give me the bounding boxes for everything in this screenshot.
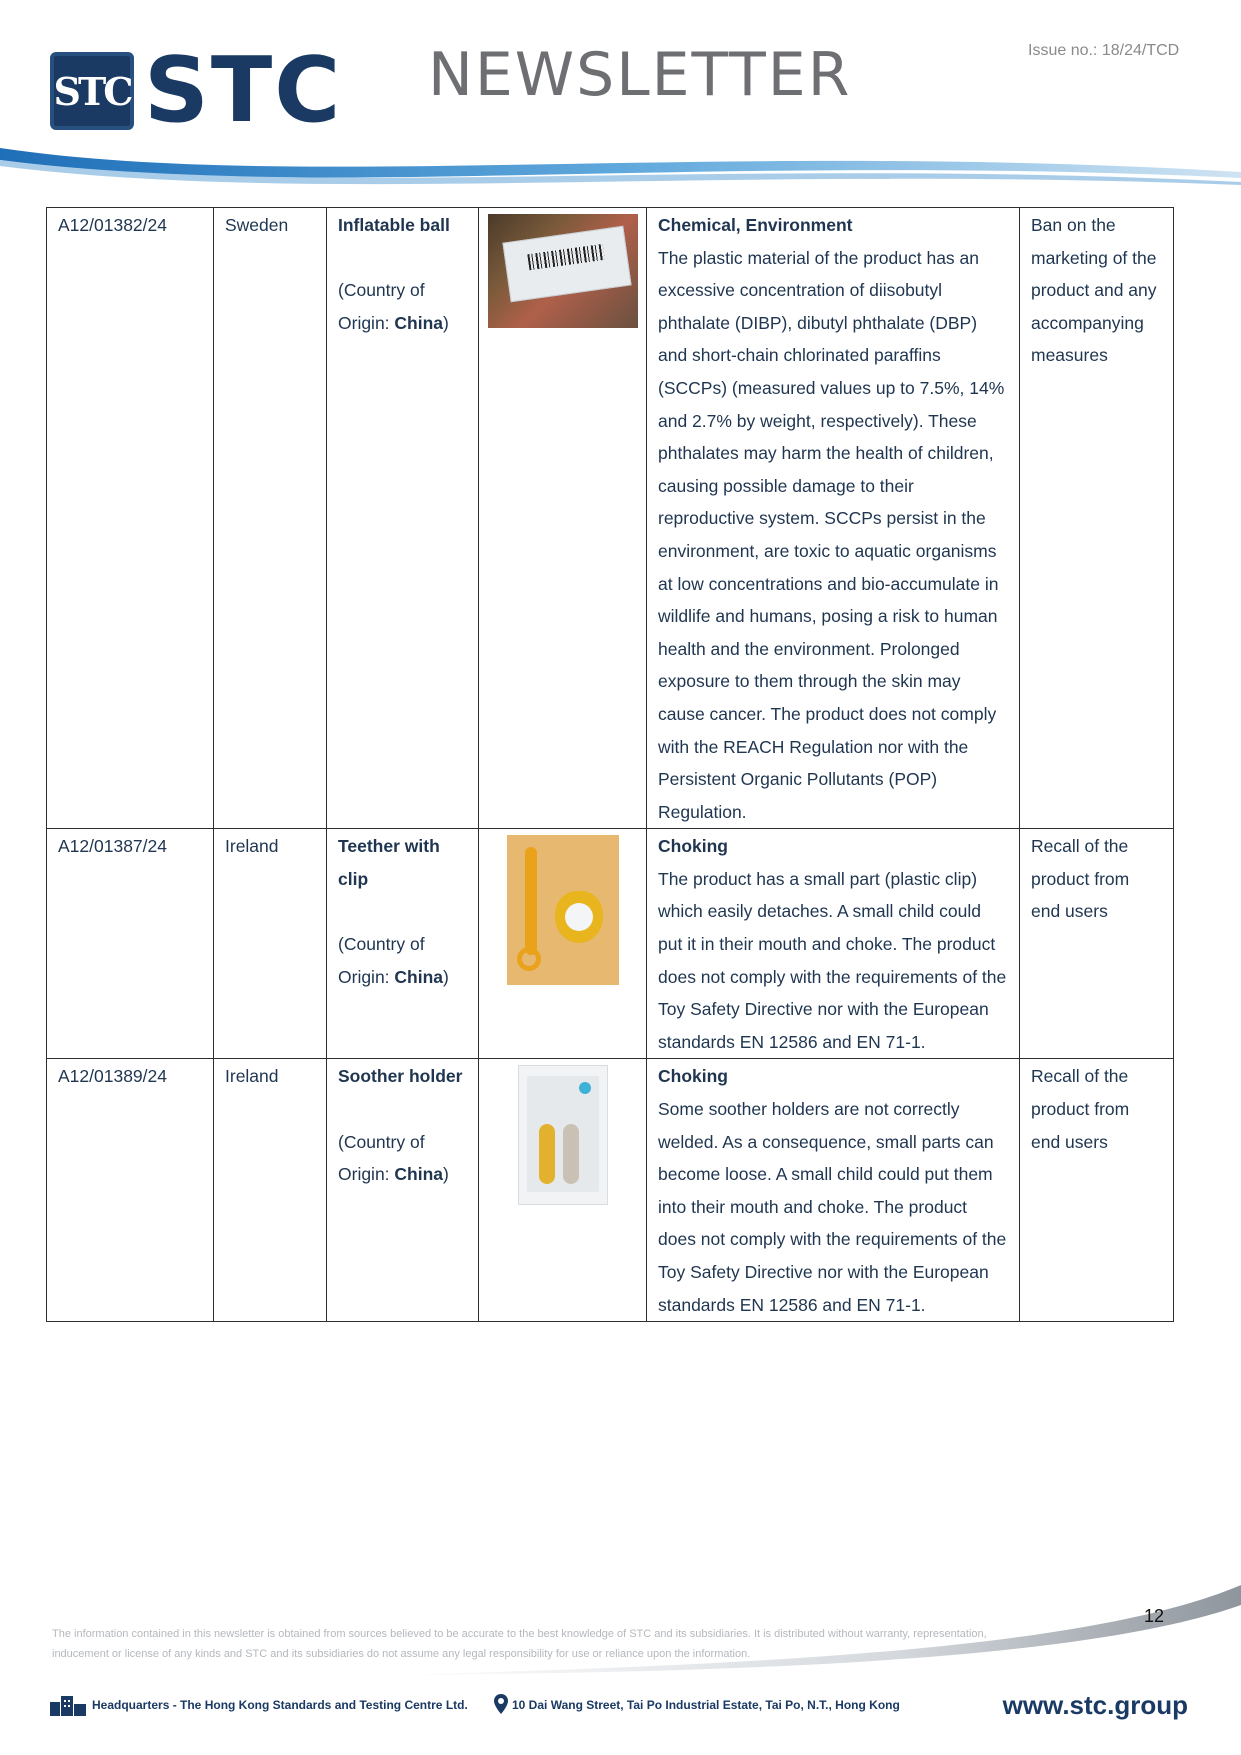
measures-cell: Recall of the product from end users [1020,1059,1174,1322]
measures-cell: Ban on the marketing of the product and any accompanying measures [1020,208,1174,829]
footer-bar [48,1692,1188,1722]
origin-label: (Country of Origin: [338,934,425,987]
soother-holder-photo [518,1065,608,1205]
disclaimer-text: The information contained in this newsletter is obtained from sources believed to be accurate to the best knowledge of STC and its subsidiaries. It is distributed without warranty, representation, inducement or license of any kinds and STC and its subsidiaries do not assume any legal responsibility for use or reliance upon the information. [52,1628,987,1660]
risk-description: The product has a small part (plastic clip) which easily detaches. A small child could put it in their mouth and choke. The product does not comply with the requirements of the Toy Safety Directive nor with the European standards EN 12586 and EN 71-1. [658,868,1007,1052]
risk-type: Choking [658,836,728,857]
table-row [47,829,1174,1059]
photo-cell [479,208,647,829]
table-row [47,1059,1174,1322]
stc-logo-mark [50,52,134,130]
country-of-origin [338,928,468,993]
logo-text: STC [144,38,343,143]
origin-country: China [394,1164,444,1185]
product-cell [327,1059,479,1322]
stc-logo [50,38,343,143]
photo-cell [479,1059,647,1322]
origin-country: China [394,312,444,333]
measures-cell: Recall of the product from end users [1020,829,1174,1059]
risk-description: Some soother holders are not correctly welded. As a consequence, small parts can become loose. A small child could put them into their mouth and choke. The product does not comply with the requirements of the Toy Safety Directive nor with the European standards EN 12586 and EN 71-1. [658,1099,1007,1315]
risk-description: The plastic material of the product has an excessive concentration of diisobutyl phthalate (DIBP), dibutyl phthalate (DBP) and short-chain chlorinated paraffins (SCCPs) (measured values up to 7.5%, 14% and 2.7% by weight, respectively). These phthalates may harm the health of children, causing possible damage to their reproductive system. SCCPs persist in the environment, are toxic to aquatic organisms at low concentrations and bio-accumulate in wildlife and humans, posing a risk to human health and the environment. Prolonged exposure to them through the skin may cause cancer. The product does not comply with the REACH Regulation nor with the Persistent Organic Pollutants (POP) Regulation. [658,247,1005,822]
country-cell: Ireland [214,1059,327,1322]
building-icon [48,1694,88,1716]
reference-cell: A12/01389/24 [47,1059,214,1322]
origin-country: China [394,966,444,987]
risk-cell [647,829,1020,1059]
reference-cell: A12/01382/24 [47,208,214,829]
country-cell: Sweden [214,208,327,829]
headquarters-text: Headquarters - The Hong Kong Standards and Testing Centre Ltd. [92,1698,468,1712]
origin-label: (Country of Origin: [338,280,425,333]
reference-cell: A12/01387/24 [47,829,214,1059]
photo-cell [479,829,647,1059]
header-swoosh-graphic [0,130,1241,210]
product-name: Inflatable ball [338,215,450,235]
newsletter-title: NEWSLETTER [428,40,852,110]
country-of-origin [338,274,468,339]
origin-close: ) [443,312,449,333]
origin-close: ) [443,1164,449,1185]
product-cell [327,208,479,829]
issue-number: Issue no.: 18/24/TCD [1028,42,1180,59]
product-cell [327,829,479,1059]
origin-label: (Country of Origin: [338,1131,425,1185]
country-of-origin [338,1126,468,1191]
risk-type: Chemical, Environment [658,215,853,235]
recall-table [46,207,1174,1322]
page-number: 12 [1144,1606,1165,1626]
address-text: 10 Dai Wang Street, Tai Po Industrial Estate, Tai Po, N.T., Hong Kong [512,1698,900,1712]
country-cell: Ireland [214,829,327,1059]
location-pin-icon [494,1694,508,1714]
product-name: Teether with clip [338,836,440,889]
origin-close: ) [443,966,449,987]
inflatable-ball-photo [488,214,638,328]
risk-cell [647,208,1020,829]
teether-photo [507,835,619,985]
product-name: Soother holder [338,1066,463,1087]
table-row [47,208,1174,829]
risk-type: Choking [658,1066,728,1087]
website-link[interactable]: www.stc.group [1002,1690,1188,1720]
logo-mark-letters: STC [53,68,131,114]
risk-cell [647,1059,1020,1322]
